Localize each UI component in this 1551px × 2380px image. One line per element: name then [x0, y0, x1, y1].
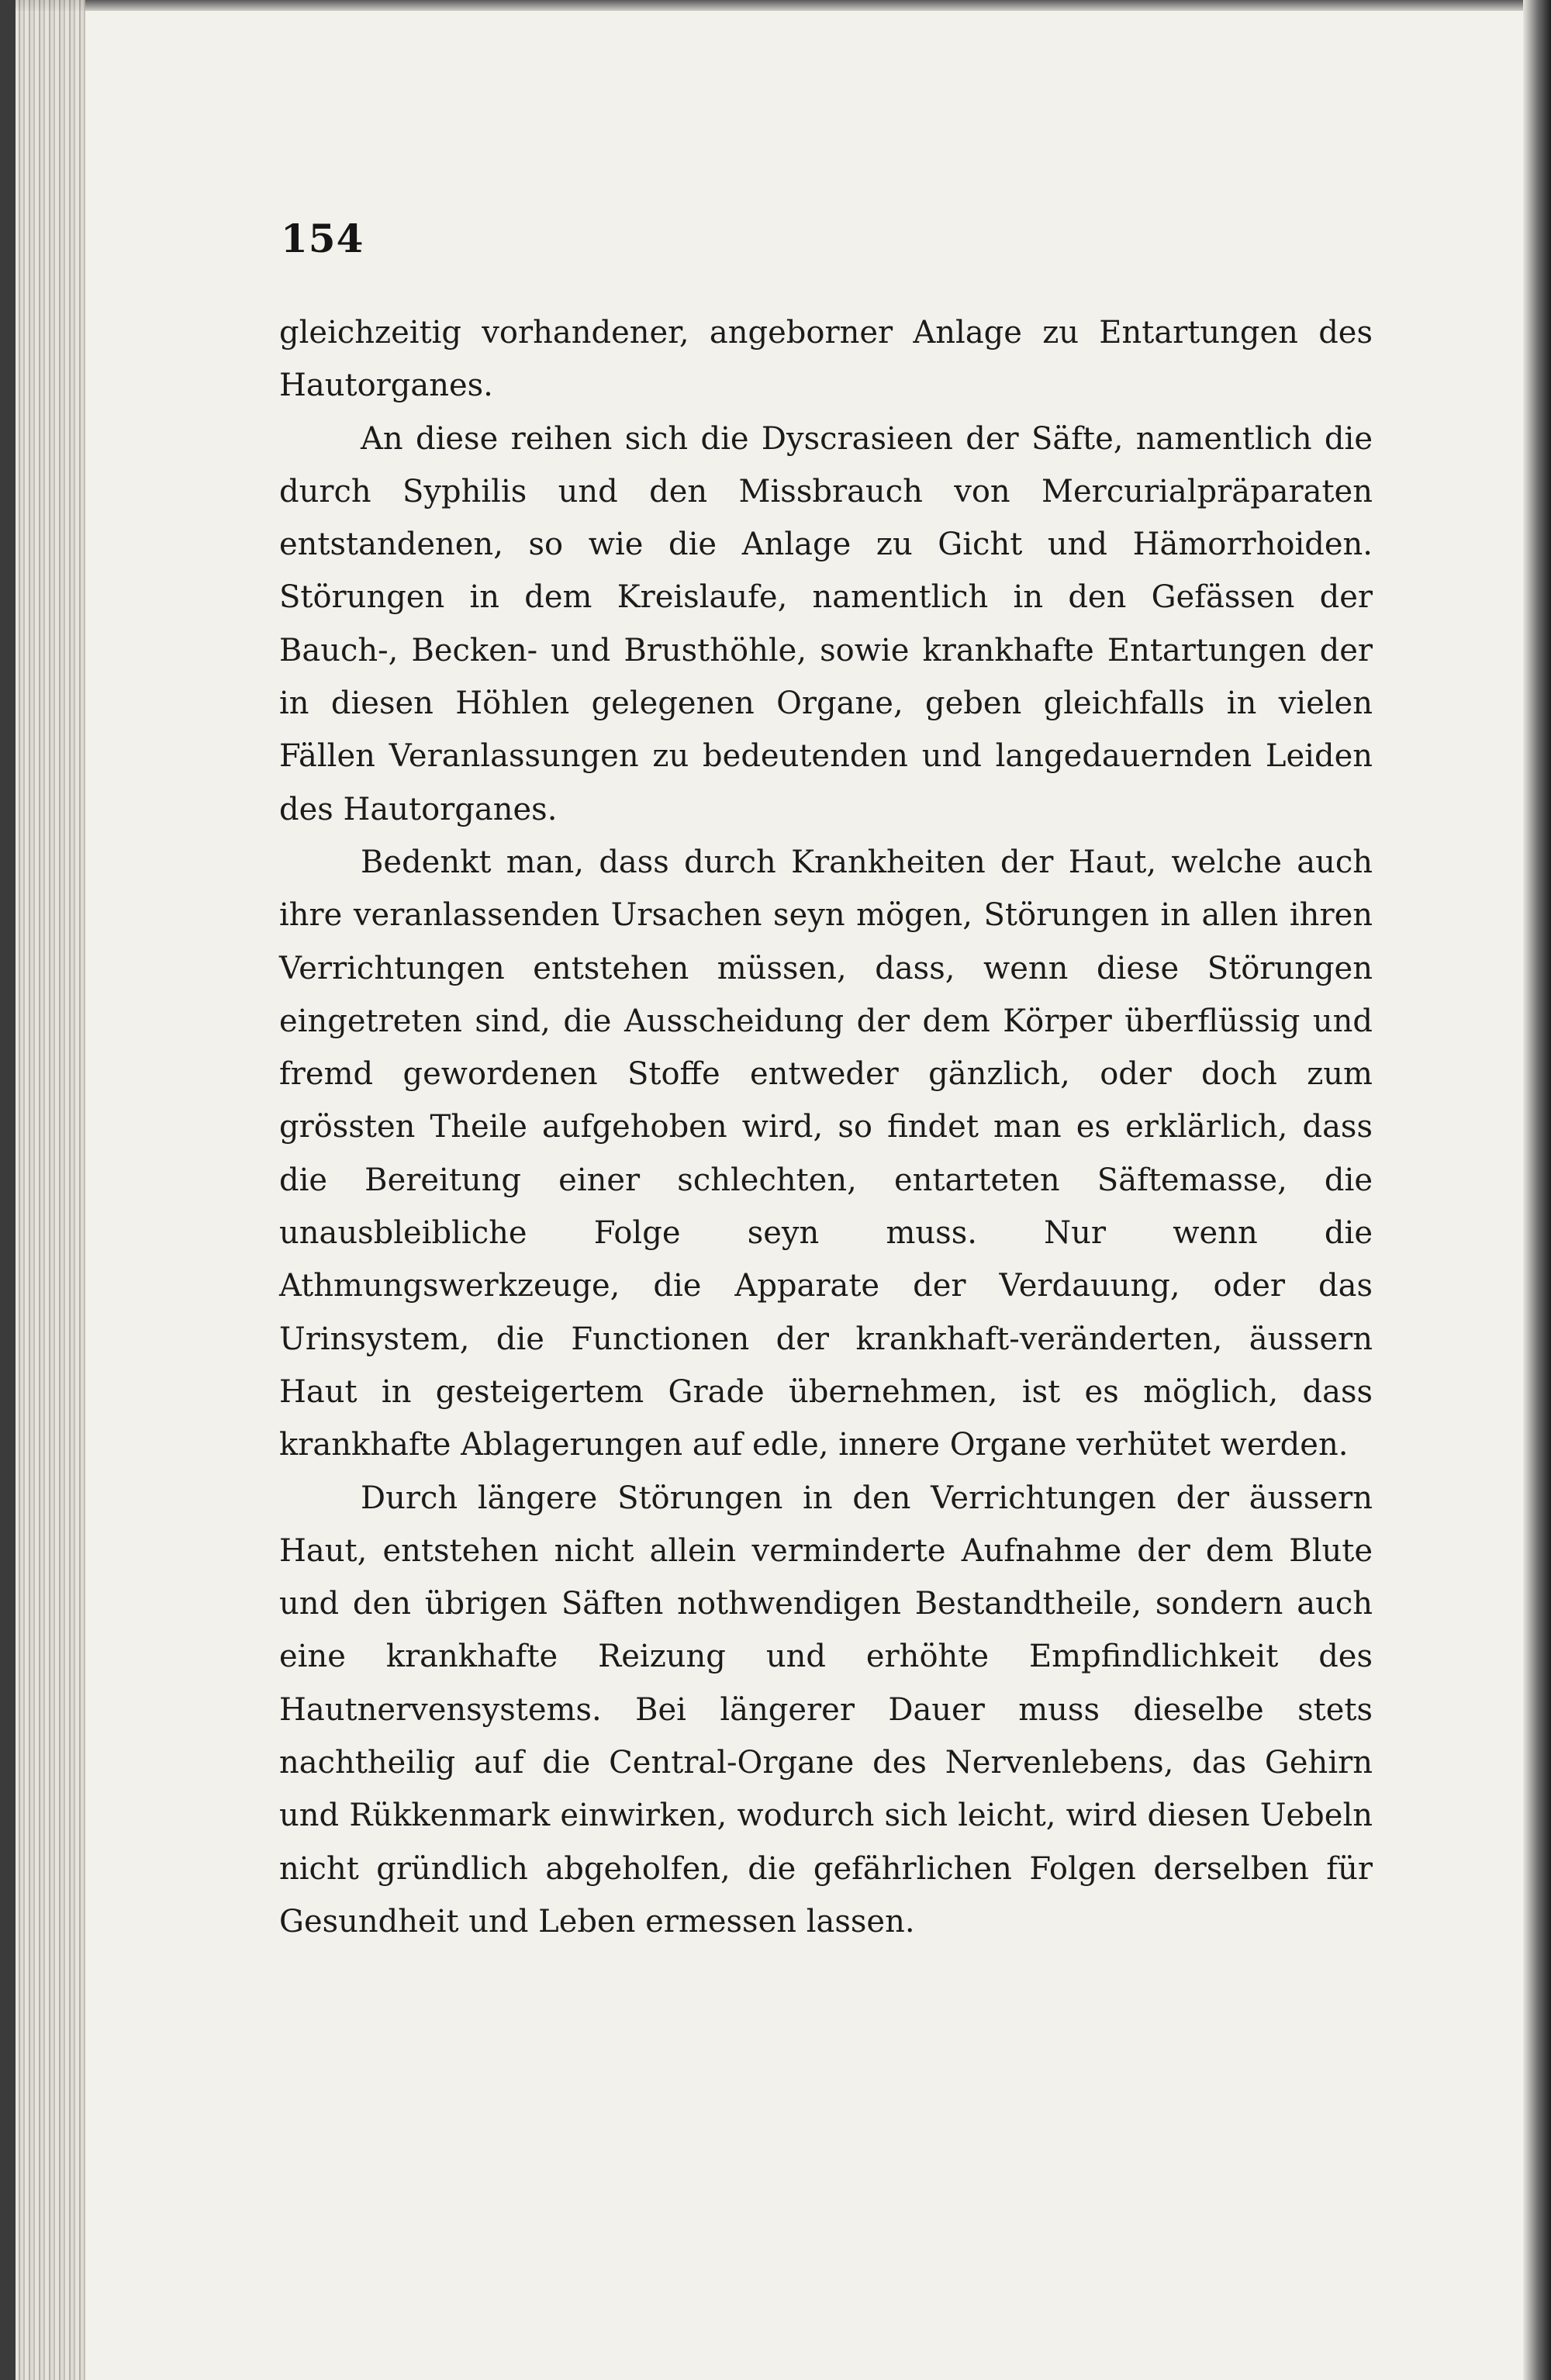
body-text [279, 306, 1373, 1948]
paragraph-3: Bedenkt man, dass durch Krankheiten der Haut, welche auch ihre veranlassenden Ursachen seyn mögen, Störungen in allen ihren Verrichtungen entstehen müssen, dass, wenn diese Störungen eingetreten sind, die Ausscheidung der dem Körper überflüssig und fremd gewordenen Stoffe entweder gänzlich, oder doch zum grössten Theile aufgehoben wird, so findet man es erklärlich, dass die Bereitung einer schlechten, entarteten Säftemasse, die unausbleibliche Folge seyn muss. Nur wenn die Athmungswerkzeuge, die Apparate der Verdauung, oder das Urinsystem, die Functionen der krankhaft-veränderten, äussern Haut in gesteigertem Grade übernehmen, ist es möglich, dass krankhafte Ablagerungen auf edle, innere Organe verhütet werden. [279, 844, 1373, 1463]
binding-shadow [0, 0, 16, 2380]
page-top-edge [0, 0, 1551, 11]
paragraph-1: gleichzeitig vorhandener, angeborner Anlage zu Entartungen des Hautorganes. [279, 315, 1373, 404]
page-right-edge [1523, 0, 1551, 2380]
page-number: 154 [281, 216, 364, 261]
paragraph-4: Durch längere Störungen in den Verrichtungen der äussern Haut, entstehen nicht allein verminderte Aufnahme der dem Blute und den übrigen Säften nothwendigen Bestandtheile, sondern auch eine krankhafte Reizung und erhöhte Empfindlichkeit des Hautnervensystems. Bei längerer Dauer muss dieselbe stets nachtheilig auf die Central-Organe des Nervenlebens, das Gehirn und Rükkenmark einwirken, wodurch sich leicht, wird diesen Uebeln nicht gründlich abgeholfen, die gefährlichen Folgen derselben für Gesundheit und Leben ermessen lassen. [279, 1480, 1373, 1940]
paragraph-2: An diese reihen sich die Dyscrasieen der Säfte, namentlich die durch Syphilis und den Missbrauch von Mercurialpräparaten entstandenen, so wie die Anlage zu Gicht und Hämorrhoiden. Störungen in dem Kreislaufe, namentlich in den Gefässen der Bauch-, Becken- und Brusthöhle, sowie krankhafte Entartungen der in diesen Höhlen gelegenen Organe, geben gleichfalls in vielen Fällen Veranlassungen zu bedeutenden und langedauernden Leiden des Hautorganes. [279, 420, 1373, 827]
